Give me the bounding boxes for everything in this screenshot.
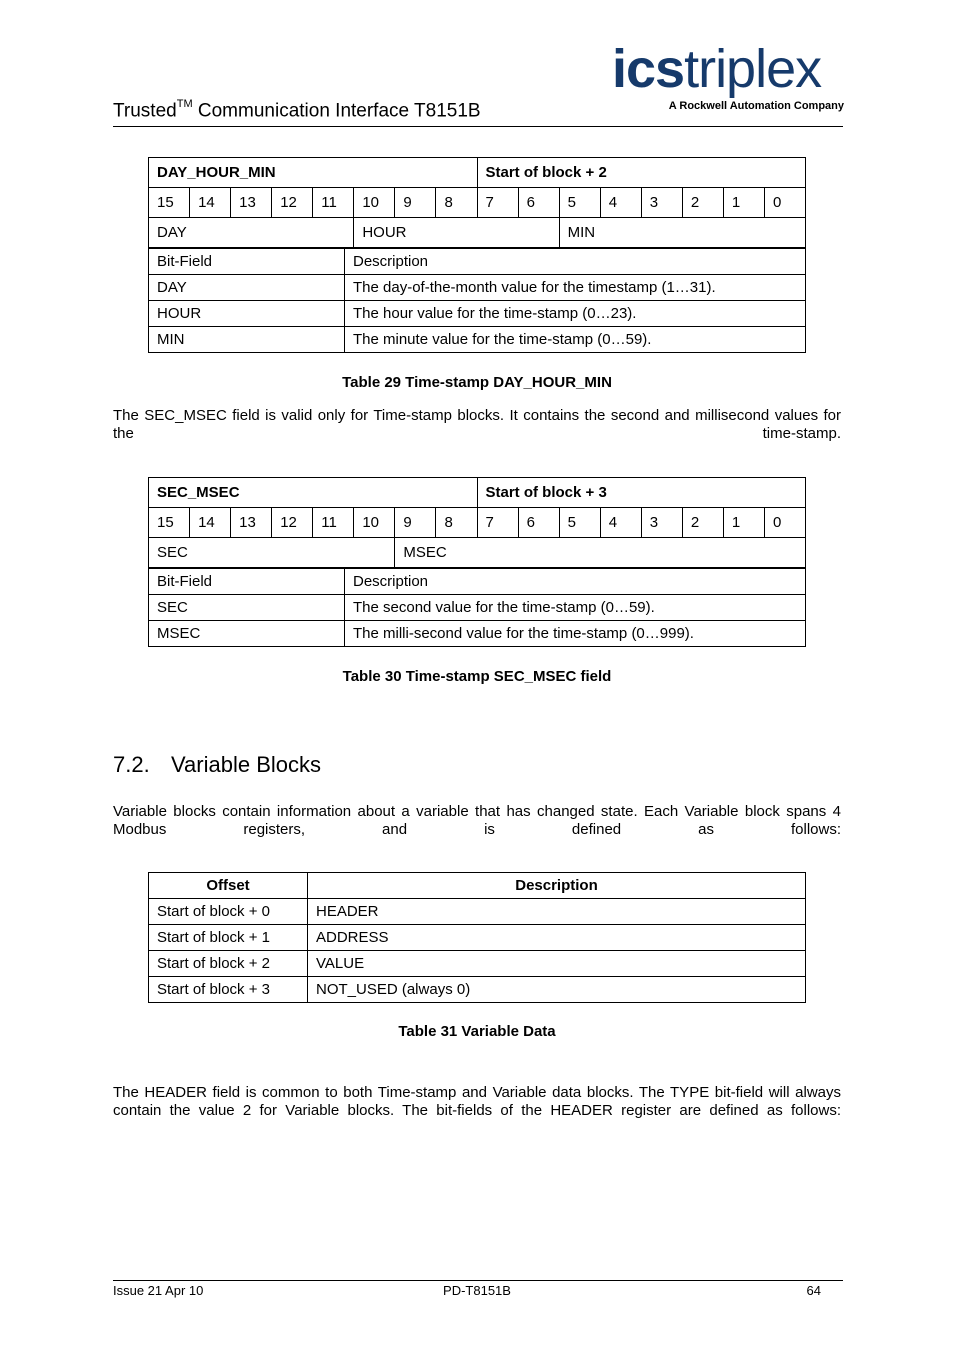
page-header-title: Trusted™ Communication Interface T8151B xyxy=(113,98,481,122)
footer-divider xyxy=(113,1280,843,1281)
table-caption: Table 29 Time-stamp DAY_HOUR_MIN xyxy=(342,374,612,391)
table-caption: Table 30 Time-stamp SEC_MSEC field xyxy=(342,668,612,685)
table-row: MIN The minute value for the time-stamp (0…59). xyxy=(149,327,806,353)
register-offset: Start of block + 2 xyxy=(477,158,806,188)
table-day-hour-min xyxy=(148,157,806,248)
paragraph: Variable blocks contain information about a variable that has changed state. Each Variable block spans 4 Modbus registers, and is defined as follows: xyxy=(113,803,841,838)
table-row: HOUR The hour value for the time-stamp (0…23). xyxy=(149,301,806,327)
table-row: Start of block + 2 VALUE xyxy=(149,951,806,977)
footer-page-number: 64 xyxy=(806,1283,821,1298)
table-day-hour-min-descriptions xyxy=(148,248,806,353)
paragraph: The HEADER field is common to both Time-stamp and Variable data blocks. The TYPE bit-field will always contain the value 2 for Variable blocks. The bit-fields of the HEADER register are defined as follows: xyxy=(113,1084,841,1119)
company-logo: icstriplex A Rockwell Automation Company xyxy=(612,39,844,112)
table-row: DAY The day-of-the-month value for the timestamp (1…31). xyxy=(149,275,806,301)
footer-document-id: PD-T8151B xyxy=(443,1283,511,1298)
register-name: SEC_MSEC xyxy=(149,478,478,508)
header-divider xyxy=(113,126,843,127)
register-offset: Start of block + 3 xyxy=(477,478,806,508)
register-name: DAY_HOUR_MIN xyxy=(149,158,478,188)
table-sec-msec-descriptions xyxy=(148,568,806,647)
bit-number-row: 15 14 13 12 11 10 9 8 7 6 5 4 3 2 1 0 xyxy=(149,508,806,538)
table-row: Start of block + 1 ADDRESS xyxy=(149,925,806,951)
table-header-row: Bit-Field Description xyxy=(149,569,806,595)
table-row: Start of block + 0 HEADER xyxy=(149,899,806,925)
table-sec-msec xyxy=(148,477,806,568)
table-row: MSEC The milli-second value for the time-stamp (0…999). xyxy=(149,621,806,647)
footer-issue: Issue 21 Apr 10 xyxy=(113,1283,204,1298)
bit-number-row: 15 14 13 12 11 10 9 8 7 6 5 4 3 2 1 0 xyxy=(149,188,806,218)
table-row: Start of block + 3 NOT_USED (always 0) xyxy=(149,977,806,1003)
table-row: SEC The second value for the time-stamp (0…59). xyxy=(149,595,806,621)
table-caption: Table 31 Variable Data xyxy=(398,1023,556,1040)
table-header-row: Bit-Field Description xyxy=(149,249,806,275)
table-variable-data xyxy=(148,872,806,1003)
bit-field-row: DAY HOUR MIN xyxy=(149,218,806,248)
paragraph: The SEC_MSEC field is valid only for Time-stamp blocks. It contains the second and millisecond values for the time-stamp. xyxy=(113,407,841,442)
section-heading: 7.2. Variable Blocks xyxy=(113,752,321,777)
bit-field-row: SEC MSEC xyxy=(149,538,806,568)
table-header-row: Offset Description xyxy=(149,873,806,899)
